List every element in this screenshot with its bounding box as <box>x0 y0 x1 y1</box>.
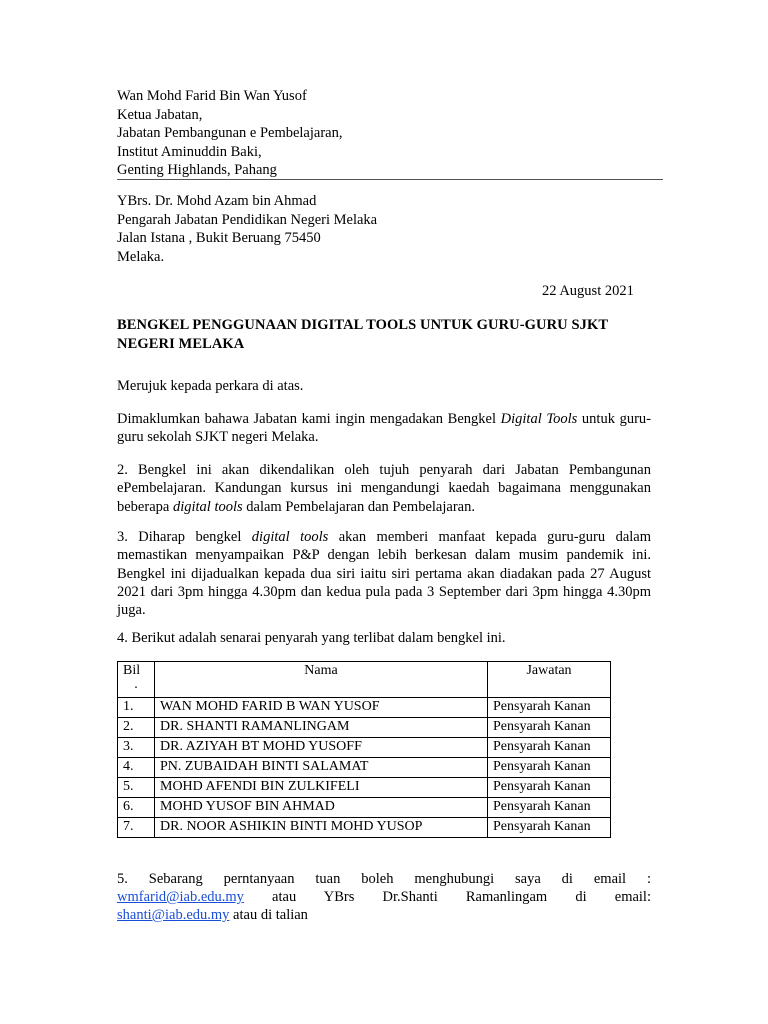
header-divider <box>117 179 663 180</box>
table-row <box>118 798 611 818</box>
cell-nama: DR. SHANTI RAMANLINGAM <box>155 718 488 738</box>
paragraph-3 <box>117 528 651 619</box>
recipient-position: Pengarah Jabatan Pendidikan Negeri Melaka <box>117 211 378 228</box>
header-bil <box>118 662 155 698</box>
lecturer-table <box>117 661 611 838</box>
header-bil-dot: . <box>134 677 138 692</box>
recipient-address-line2: Melaka. <box>117 248 165 265</box>
sender-address <box>117 87 342 180</box>
header-jawatan: Jawatan <box>488 662 611 698</box>
cell-nama: WAN MOHD FARID B WAN YUSOF <box>155 698 488 718</box>
cell-bil: 2. <box>118 718 155 738</box>
cell-bil: 4. <box>118 758 155 778</box>
closing-intro: 5. Sebarang perntanyaan tuan boleh menghubungi saya di email : <box>117 871 651 887</box>
paragraph-2-text-b: dalam Pembelajaran dan Pembelajaran. <box>242 498 475 515</box>
paragraph-2-text-a: 2. Bengkel ini akan dikendalikan oleh tujuh penyarah dari Jabatan Pembangunan ePembelajaran. Kandungan kursus ini mengandungi kaedah bagaimana menggunakan beberapa <box>117 462 651 515</box>
paragraph-2 <box>117 461 651 516</box>
table-row <box>118 818 611 838</box>
table-row <box>118 718 611 738</box>
letter-date: 22 August 2021 <box>542 283 634 299</box>
sender-institute: Institut Aminuddin Baki, <box>117 143 262 160</box>
sender-department: Jabatan Pembangunan e Pembelajaran, <box>117 125 343 141</box>
paragraph-3-italic: digital tools <box>251 529 329 545</box>
paragraph-4: 4. Berikut adalah senarai penyarah yang terlibat dalam bengkel ini. <box>117 630 506 646</box>
cell-jawatan: Pensyarah Kanan <box>488 758 611 778</box>
recipient-address <box>117 192 377 266</box>
cell-jawatan: Pensyarah Kanan <box>488 798 611 818</box>
closing-mid: atau YBrs Dr.Shanti Ramanlingam di email: <box>272 889 651 905</box>
table-row <box>118 698 611 718</box>
recipient-address-line1: Jalan Istana , Bukit Beruang 75450 <box>117 230 321 246</box>
paragraph-1-text-b: untuk guru-guru sekolah SJKT negeri Melaka. <box>117 411 652 446</box>
table-row <box>118 778 611 798</box>
cell-bil: 1. <box>118 698 155 718</box>
cell-jawatan: Pensyarah Kanan <box>488 738 611 758</box>
cell-nama: PN. ZUBAIDAH BINTI SALAMAT <box>155 758 488 778</box>
cell-jawatan: Pensyarah Kanan <box>488 818 611 838</box>
table-row <box>118 758 611 778</box>
cell-jawatan: Pensyarah Kanan <box>488 718 611 738</box>
cell-nama: MOHD YUSOF BIN AHMAD <box>155 798 488 818</box>
paragraph-1-italic: Digital Tools <box>500 411 578 427</box>
paragraph-2-italic: digital tools <box>172 498 243 515</box>
cell-bil: 6. <box>118 798 155 818</box>
cell-nama: DR. AZIYAH BT MOHD YUSOFF <box>155 738 488 758</box>
letter-subject: BENGKEL PENGGUNAAN DIGITAL TOOLS UNTUK GURU-GURU SJKT NEGERI MELAKA <box>117 317 608 352</box>
cell-nama: MOHD AFENDI BIN ZULKIFELI <box>155 778 488 798</box>
paragraph-3-text-a: 3. Diharap bengkel <box>117 529 252 545</box>
cell-bil: 5. <box>118 778 155 798</box>
sender-name: Wan Mohd Farid Bin Wan Yusof <box>117 88 307 104</box>
paragraph-1 <box>117 410 651 447</box>
cell-bil: 7. <box>118 818 155 838</box>
closing-line3 <box>117 906 651 924</box>
cell-jawatan: Pensyarah Kanan <box>488 698 611 718</box>
cell-bil: 3. <box>118 738 155 758</box>
table-row <box>118 738 611 758</box>
paragraph-reference: Merujuk kepada perkara di atas. <box>117 378 304 394</box>
recipient-name: YBrs. Dr. Mohd Azam bin Ahmad <box>117 193 317 209</box>
email-link-shanti[interactable]: shanti@iab.edu.my <box>117 907 230 923</box>
cell-nama: DR. NOOR ASHIKIN BINTI MOHD YUSOP <box>155 818 488 838</box>
table-header-row <box>118 662 611 698</box>
paragraph-1-text-a: Dimaklumkan bahawa Jabatan kami ingin mengadakan Bengkel <box>117 411 501 427</box>
closing-tail: atau di talian <box>229 907 308 923</box>
cell-jawatan: Pensyarah Kanan <box>488 778 611 798</box>
sender-location: Genting Highlands, Pahang <box>117 162 277 178</box>
paragraph-3-text-b: akan memberi manfaat kepada guru-guru dalam memastikan menyampaikan P&P dengan lebih berkesan dalam musim pandemik ini. Bengkel ini dijadualkan kepada dua siri iaitu siri pertama akan diadakan pada 27 August 2021 dari 3pm hingga 4.30pm dan kedua pula pada 3 September dari 3pm hingga 4.30pm juga. <box>117 529 652 619</box>
sender-title: Ketua Jabatan, <box>117 106 203 123</box>
email-link-farid[interactable]: wmfarid@iab.edu.my <box>117 889 244 905</box>
header-nama: Nama <box>155 662 488 698</box>
header-bil-label: Bil <box>123 663 141 678</box>
closing-line2 <box>117 888 651 906</box>
